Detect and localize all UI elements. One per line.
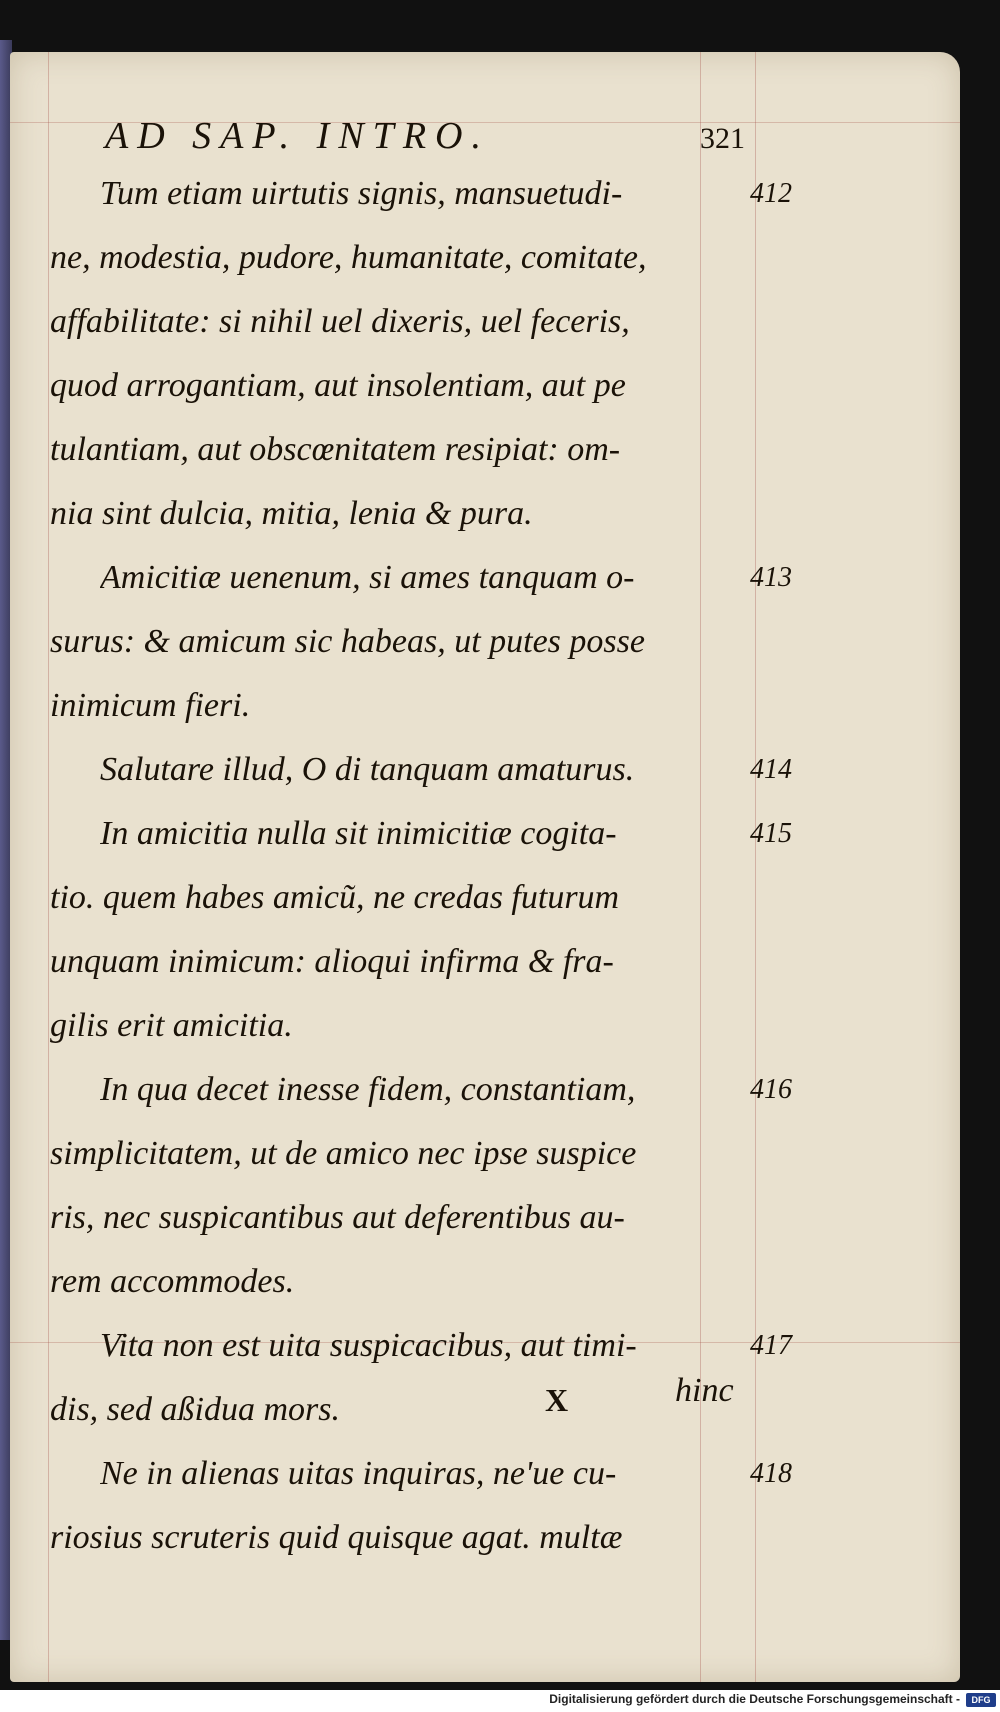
line-text: Amicitiæ uenenum, si ames tanquam o- [100, 559, 635, 596]
line-text: Salutare illud, O di tanquam amaturus. [100, 751, 635, 788]
text-line [50, 802, 910, 866]
line-text: inimicum fieri. [50, 687, 251, 724]
text-line [50, 994, 910, 1058]
text-line [50, 354, 910, 418]
line-text: gilis erit amicitia. [50, 1007, 293, 1044]
signature-mark: X [545, 1382, 569, 1418]
text-line [50, 418, 910, 482]
marginal-number: 418 [750, 1458, 792, 1489]
text-line [50, 674, 910, 738]
marginal-number: 415 [750, 818, 792, 849]
text-line [50, 1186, 910, 1250]
text-line [50, 866, 910, 930]
dfg-logo: DFG [966, 1693, 996, 1707]
line-text: rem accommodes. [50, 1263, 295, 1300]
line-text: ne, modestia, pudore, humanitate, comitate, [50, 239, 647, 276]
text-line [50, 546, 910, 610]
text-line [50, 1314, 910, 1378]
line-text: In qua decet inesse fidem, constantiam, [100, 1071, 636, 1108]
text-line [50, 1058, 910, 1122]
marginal-number: 414 [750, 754, 792, 785]
line-text: Ne in alienas uitas inquiras, ne'ue cu- [100, 1455, 617, 1492]
marginal-number: 413 [750, 562, 792, 593]
line-text: Tum etiam uirtutis signis, mansuetudi- [100, 175, 623, 212]
catchword: hinc [675, 1372, 734, 1409]
marginal-number: 417 [750, 1330, 792, 1361]
line-text: ris, nec suspicantibus aut deferentibus au- [50, 1199, 625, 1236]
text-line [50, 162, 910, 226]
line-text: quod arrogantiam, aut insolentiam, aut pe [50, 367, 626, 404]
line-text: dis, sed aßidua mors. [50, 1391, 340, 1428]
marginal-number: 412 [750, 178, 792, 209]
line-text: tulantiam, aut obscœnitatem resipiat: om- [50, 431, 621, 468]
line-text: unquam inimicum: alioqui infirma & fra- [50, 943, 614, 980]
text-line [50, 1250, 910, 1314]
text-line [50, 738, 910, 802]
line-text: In amicitia nulla sit inimicitiæ cogita- [100, 815, 617, 852]
text-line [50, 930, 910, 994]
line-text: affabilitate: si nihil uel dixeris, uel feceris, [50, 303, 630, 340]
footer-bar [0, 1690, 1000, 1712]
running-title: AD SAP. INTRO. [105, 115, 490, 157]
text-block [50, 162, 910, 1570]
line-text: simplicitatem, ut de amico nec ipse suspice [50, 1135, 637, 1172]
text-line [50, 610, 910, 674]
margin-rule-left [48, 52, 49, 1682]
text-line [50, 1378, 910, 1442]
text-line [50, 1506, 910, 1570]
book-page [10, 52, 960, 1682]
line-text: tio. quem habes amicũ, ne credas futurum [50, 879, 620, 916]
text-line [50, 1442, 910, 1506]
line-text: surus: & amicum sic habeas, ut putes posse [50, 623, 645, 660]
line-text: nia sint dulcia, mitia, lenia & pura. [50, 495, 533, 532]
text-line [50, 226, 910, 290]
text-line [50, 482, 910, 546]
line-text: Vita non est uita suspicacibus, aut timi- [100, 1327, 637, 1364]
line-text: riosius scruteris quid quisque agat. multæ [50, 1519, 623, 1556]
text-line [50, 290, 910, 354]
running-head [105, 114, 745, 164]
text-line [50, 1122, 910, 1186]
page-number: 321 [700, 122, 745, 155]
marginal-number: 416 [750, 1074, 792, 1105]
footer-credit: Digitalisierung gefördert durch die Deutsche Forschungsgemeinschaft - [549, 1692, 960, 1706]
